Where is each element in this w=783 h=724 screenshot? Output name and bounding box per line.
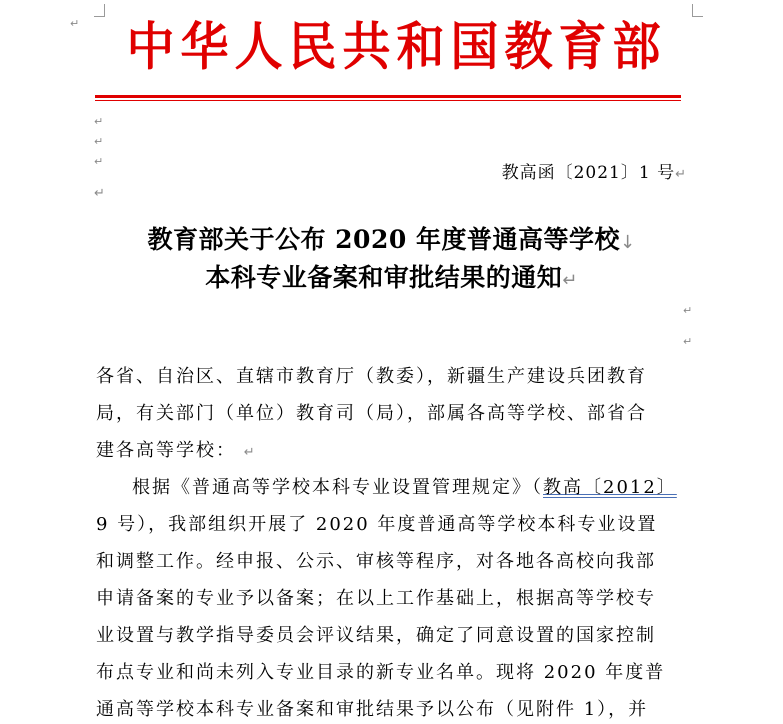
body-line: 通高等学校本科专业备案和审批结果予以公布（见附件 1），并 <box>96 699 649 720</box>
header-red-rule-thin <box>95 100 681 101</box>
paragraph-mark: ↵ <box>94 135 104 148</box>
org-header-title: 中华人民共和国教育部 <box>126 16 667 78</box>
regulation-reference-link[interactable]: 教高〔2012〕 <box>543 477 677 498</box>
body-line: 和调整工作。经申报、公示、审核等程序，对各地各高校向我部 <box>96 551 656 572</box>
document-title-line-1: 教育部关于公布 2020 年度普通高等学校↓ <box>147 225 636 254</box>
paragraph-mark: ↵ <box>683 335 693 348</box>
line-break-mark: ↓ <box>619 232 636 253</box>
paragraph-mark: ↵ <box>70 17 80 30</box>
paragraph-mark: ↵ <box>675 167 687 182</box>
paragraph-mark: ↵ <box>683 304 693 317</box>
paragraph-mark: ↵ <box>94 186 105 201</box>
body-line: 申请备案的专业予以备案；在以上工作基础上，根据高等学校专 <box>96 588 656 609</box>
header-red-rule-thick <box>95 95 681 98</box>
document-number: 教高函〔2021〕1 号↵ <box>501 163 687 183</box>
body-line: 建各高等学校： ↵ <box>96 440 257 461</box>
body-line: 根据《普通高等学校本科专业设置管理规定》（教高〔2012〕 <box>132 477 677 498</box>
body-line: 9 号），我部组织开展了 2020 年度普通高等学校本科专业设置 <box>96 514 658 535</box>
paragraph-mark: ↵ <box>94 155 104 168</box>
body-line: 局，有关部门（单位）教育司（局），部属各高等学校、部省合 <box>96 403 647 424</box>
paragraph-mark: ↵ <box>94 115 104 128</box>
paragraph-mark: ↵ <box>562 270 578 291</box>
body-line: 布点专业和尚未列入专业目录的新专业名单。现将 2020 年度普 <box>96 662 666 683</box>
body-line: 业设置与教学指导委员会评议结果，确定了同意设置的国家控制 <box>96 625 656 646</box>
body-line: 各省、自治区、直辖市教育厅（教委），新疆生产建设兵团教育 <box>96 366 647 387</box>
paragraph-mark: ↵ <box>243 445 257 460</box>
document-title-line-2: 本科专业备案和审批结果的通知↵ <box>205 263 578 292</box>
